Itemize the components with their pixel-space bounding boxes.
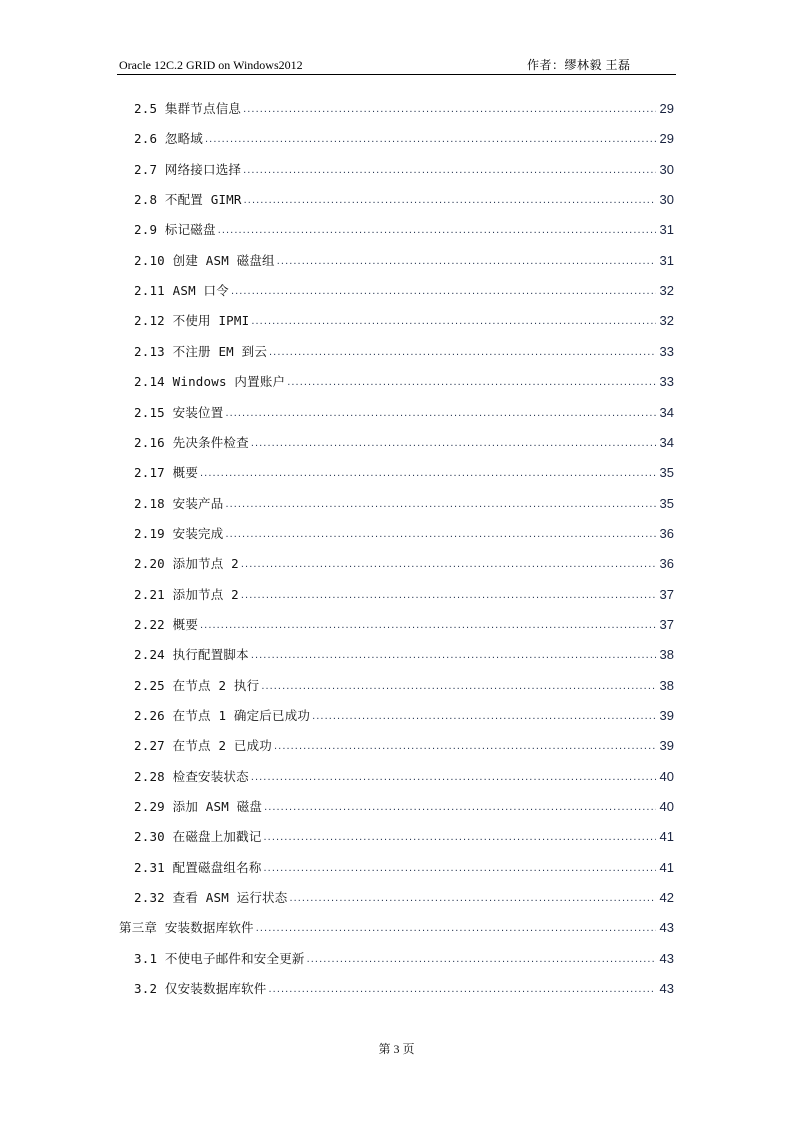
toc-entry[interactable] — [134, 794, 674, 816]
toc-entry-title: 2.28 检查安装状态 — [134, 768, 249, 784]
toc-entry-page-number: 42 — [659, 890, 674, 906]
toc-entry[interactable] — [134, 733, 674, 755]
toc-entry-page-number: 29 — [659, 131, 674, 147]
toc-entry-page-number: 37 — [659, 586, 674, 602]
dot-leader — [251, 769, 656, 785]
dot-leader — [264, 799, 656, 815]
toc-entry-title: 2.27 在节点 2 已成功 — [134, 738, 273, 754]
dot-leader — [264, 860, 656, 876]
toc-entry[interactable] — [134, 430, 674, 452]
toc-entry[interactable] — [134, 339, 674, 361]
toc-entry[interactable] — [134, 187, 674, 209]
toc-entry[interactable] — [134, 673, 674, 695]
toc-entry[interactable] — [134, 551, 674, 573]
document-author: 作者：缪林毅 王磊 — [527, 58, 631, 72]
dot-leader — [251, 647, 656, 663]
toc-entry-title: 2.19 安装完成 — [134, 525, 224, 541]
toc-entry[interactable] — [134, 248, 674, 270]
toc-entry-title: 2.6 忽略域 — [134, 131, 204, 147]
dot-leader — [312, 708, 656, 724]
toc-entry[interactable] — [134, 308, 674, 330]
toc-entry-title: 2.26 在节点 1 确定后已成功 — [134, 708, 311, 723]
toc-entry-title: 2.16 先决条件检查 — [134, 434, 249, 450]
toc-entry-page-number: 35 — [659, 465, 674, 481]
document-title: Oracle 12C.2 GRID on Windows2012 — [119, 58, 303, 72]
toc-entry[interactable] — [134, 582, 674, 604]
toc-entry-page-number: 34 — [659, 434, 674, 450]
toc-entry-page-number: 41 — [659, 859, 674, 875]
toc-entry[interactable] — [134, 824, 674, 846]
toc-entry-page-number: 39 — [659, 738, 674, 754]
dot-leader — [277, 253, 656, 269]
toc-entry-title: 2.8 不配置 GIMR — [134, 192, 242, 208]
dot-leader — [225, 526, 656, 542]
dot-leader — [243, 101, 656, 117]
toc-entry-page-number: 33 — [659, 343, 674, 359]
toc-entry[interactable] — [134, 400, 674, 422]
toc-entry-page-number: 37 — [659, 616, 674, 632]
dot-leader — [244, 192, 656, 208]
toc-entry[interactable] — [134, 126, 674, 148]
toc-entry[interactable] — [134, 642, 674, 664]
toc-entry-page-number: 30 — [659, 161, 674, 177]
toc-entry-page-number: 32 — [659, 313, 674, 329]
dot-leader — [269, 344, 656, 360]
toc-entry-title: 2.14 Windows 内置账户 — [134, 374, 286, 390]
toc-entry[interactable] — [134, 96, 674, 118]
toc-entry-page-number: 40 — [659, 799, 674, 815]
toc-entry-page-number: 35 — [659, 495, 674, 511]
toc-entry[interactable] — [134, 491, 674, 513]
toc-entry-page-number: 36 — [659, 556, 674, 572]
toc-entry[interactable] — [134, 612, 674, 634]
toc-entry-title: 2.21 添加节点 2 — [134, 586, 239, 602]
dot-leader — [289, 890, 656, 906]
dot-leader — [200, 465, 656, 481]
dot-leader — [307, 951, 656, 967]
toc-entry[interactable] — [134, 217, 674, 239]
dot-leader — [225, 496, 656, 512]
toc-entry[interactable] — [134, 369, 674, 391]
dot-leader — [241, 587, 656, 603]
dot-leader — [200, 617, 656, 633]
dot-leader — [287, 374, 656, 390]
toc-entry-title: 2.29 添加 ASM 磁盘 — [134, 799, 263, 815]
dot-leader — [251, 435, 656, 451]
toc-entry-title: 2.30 在磁盘上加戳记 — [134, 829, 262, 845]
dot-leader — [225, 405, 656, 421]
toc-entry-title: 2.12 不使用 IPMI — [134, 313, 250, 329]
toc-entry-page-number: 29 — [659, 101, 674, 116]
toc-entry-page-number: 36 — [659, 525, 674, 541]
dot-leader — [241, 556, 656, 572]
toc-entry-title: 2.32 查看 ASM 运行状态 — [134, 890, 288, 906]
toc-entry-page-number: 43 — [659, 981, 674, 997]
toc-entry-page-number: 33 — [659, 374, 674, 390]
dot-leader — [274, 738, 656, 754]
dot-leader — [264, 829, 656, 845]
toc-entry-title: 2.25 在节点 2 执行 — [134, 677, 260, 693]
toc-entry-page-number: 43 — [659, 920, 674, 936]
toc-entry[interactable] — [134, 460, 674, 482]
toc-entry-page-number: 38 — [659, 677, 674, 693]
page-header — [117, 56, 676, 75]
toc-entry-title: 2.5 集群节点信息 — [134, 101, 242, 116]
toc-entry-page-number: 32 — [659, 283, 674, 299]
toc-entry-page-number: 43 — [659, 950, 674, 966]
toc-entry-title: 2.20 添加节点 2 — [134, 556, 239, 572]
toc-entry[interactable] — [134, 976, 674, 998]
dot-leader — [261, 678, 656, 694]
dot-leader — [256, 920, 656, 936]
toc-entry-title: 2.11 ASM 口令 — [134, 283, 229, 299]
toc-entry[interactable] — [134, 157, 674, 179]
dot-leader — [251, 313, 656, 329]
toc-entry[interactable] — [134, 885, 674, 907]
toc-entry-title: 3.2 仅安装数据库软件 — [134, 981, 267, 997]
toc-entry-title: 第三章 安装数据库软件 — [119, 920, 254, 936]
toc-entry-page-number: 40 — [659, 768, 674, 784]
toc-entry-page-number: 31 — [659, 222, 674, 238]
toc-entry-title: 2.31 配置磁盘组名称 — [134, 859, 262, 875]
toc-entry-title: 2.22 概要 — [134, 616, 199, 632]
toc-entry[interactable] — [134, 764, 674, 786]
toc-entry-page-number: 41 — [659, 829, 674, 845]
toc-entry[interactable] — [119, 915, 674, 937]
dot-leader — [269, 981, 656, 997]
toc-entry[interactable] — [134, 703, 674, 725]
page-number: 第 3 页 — [378, 1042, 415, 1056]
toc-entry-title: 2.15 安装位置 — [134, 404, 224, 420]
dot-leader — [205, 131, 656, 147]
dot-leader — [218, 222, 656, 238]
toc-entry-title: 2.17 概要 — [134, 465, 199, 481]
toc-entry-page-number: 31 — [659, 252, 674, 268]
toc-entry-title: 3.1 不使电子邮件和安全更新 — [134, 950, 305, 966]
toc-entry-page-number: 39 — [659, 708, 674, 723]
toc-entry-title: 2.18 安装产品 — [134, 495, 224, 511]
toc-entry-page-number: 34 — [659, 404, 674, 420]
toc-entry-page-number: 30 — [659, 192, 674, 208]
toc-entry[interactable] — [134, 855, 674, 877]
toc-entry-page-number: 38 — [659, 647, 674, 663]
toc-entry-title: 2.9 标记磁盘 — [134, 222, 216, 238]
toc-entry[interactable] — [134, 946, 674, 968]
toc-entry-title: 2.7 网络接口选择 — [134, 161, 242, 177]
dot-leader — [243, 162, 656, 178]
toc-entry[interactable] — [134, 521, 674, 543]
toc-entry[interactable] — [134, 278, 674, 300]
toc-entry-title: 2.10 创建 ASM 磁盘组 — [134, 252, 275, 268]
dot-leader — [231, 283, 656, 299]
toc-entry-title: 2.13 不注册 EM 到云 — [134, 343, 268, 359]
toc-entry-title: 2.24 执行配置脚本 — [134, 647, 249, 663]
